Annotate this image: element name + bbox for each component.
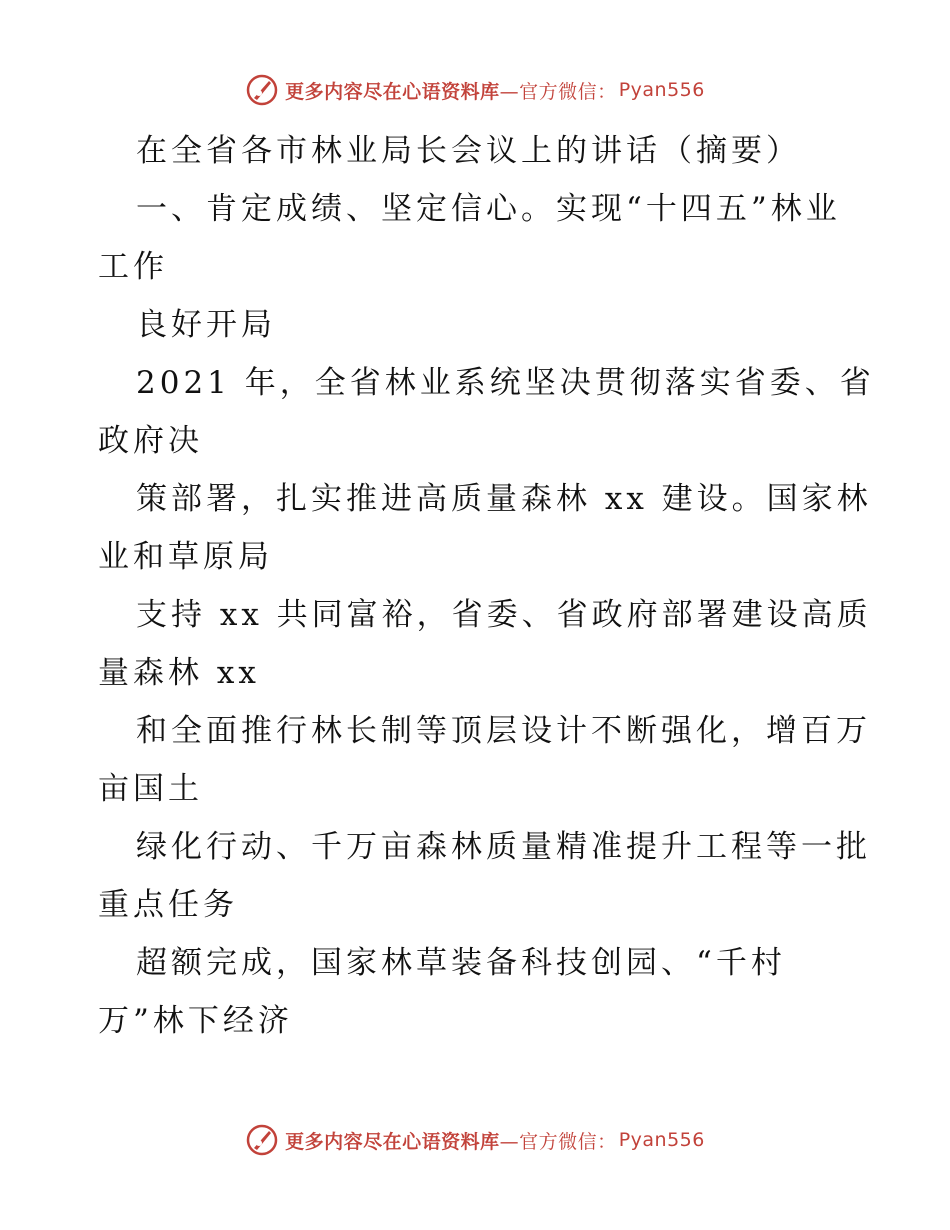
watermark-main-text: 更多内容尽在心语资料库 (285, 80, 500, 103)
text-line: 重点任务 (98, 887, 238, 923)
watermark-footer (0, 1120, 950, 1160)
text-line: 业和草原局 (98, 539, 273, 575)
watermark-header (0, 70, 950, 110)
document-body (98, 122, 875, 1050)
text-line: 支持 xx 共同富裕，省委、省政府部署建设高质 (136, 597, 872, 633)
watermark-rest-text: —官方微信： (499, 80, 617, 103)
text-line: 万”林下经济 (98, 1003, 293, 1039)
text-line: 绿化行动、千万亩森林质量精准提升工程等一批 (136, 829, 871, 865)
quill-logo-icon (245, 73, 279, 107)
watermark-rest-text: —官方微信： (499, 1130, 617, 1153)
text-line: 策部署，扎实推进高质量森林 xx 建设。国家林 (136, 481, 872, 517)
watermark-id-text: Pyan556 (618, 1129, 705, 1151)
watermark-id-text: Pyan556 (618, 79, 705, 101)
text-line: 政府决 (98, 423, 203, 459)
text-line: 亩国土 (98, 771, 203, 807)
quill-logo-icon (245, 1123, 279, 1157)
text-line: 2021 年，全省林业系统坚决贯彻落实省委、省 (136, 365, 875, 401)
text-line: 在全省各市林业局长会议上的讲话（摘要） (136, 133, 801, 169)
text-line: 超额完成，国家林草装备科技创园、“千村 (136, 945, 786, 981)
text-line: 工作 (98, 249, 168, 285)
text-line: 良好开局 (136, 307, 276, 343)
text-line: 一、肯定成绩、坚定信心。实现“十四五”林业 (136, 191, 841, 227)
watermark-main-text: 更多内容尽在心语资料库 (285, 1130, 500, 1153)
text-line: 量森林 xx (98, 655, 260, 691)
text-line: 和全面推行林长制等顶层设计不断强化，增百万 (136, 713, 871, 749)
